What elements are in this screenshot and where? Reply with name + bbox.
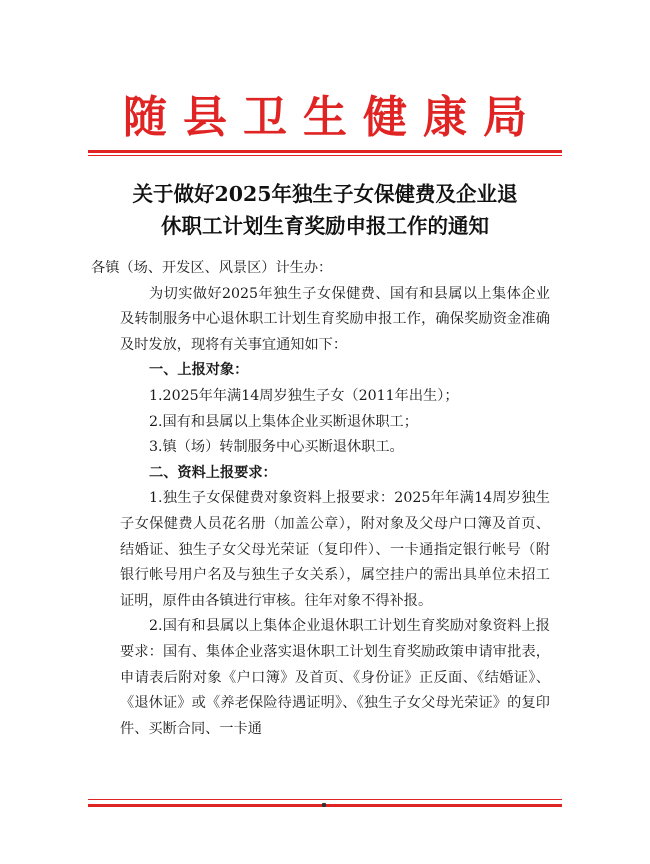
title-line-2: 休职工计划生育奖励申报工作的通知 <box>161 214 489 238</box>
section-1-item-1: 1.2025年年满14周岁独生子女（2011年出生）； <box>149 387 459 404</box>
section-2-paragraph-1: 1.独生子女保健费对象资料上报要求：2025年年满14周岁独生子女保健费人员花名册（加盖公章），附对象及父母户口簿及首页、结婚证、独生子女父母光荣证（复印件）、一卡通指定银行帐号（附银行帐号用户名及与独生子女关系），属空挂户的需出具单位未招工证明，原件由各镇进行审核。往年对象不得补报。 <box>120 490 550 609</box>
intro-paragraph: 为切实做好2025年独生子女保健费、国有和县属以上集体企业及转制服务中心退休职工计划生育奖励申报工作，确保奖励资金准确及时发放，现将有关事宜通知如下： <box>120 285 550 353</box>
section-2-paragraph-2: 2.国有和县属以上集体企业退休职工计划生育奖励对象资料上报要求：国有、集体企业落实退休职工计划生育奖励政策申请审批表，申请表后附对象《户口簿》及首页、《身份证》正反面、《结婚证》、《退休证》或《养老保险待遇证明》、《独生子女父母光荣证》的复印件、买断合同、一卡通 <box>120 618 550 737</box>
section-1-item-3: 3.镇（场）转制服务中心买断退休职工。 <box>149 439 404 456</box>
title-line-1: 关于做好2025年独生子女保健费及企业退 <box>132 182 518 206</box>
footer-rule-thin <box>88 799 562 800</box>
header-rule-thick <box>88 150 562 153</box>
section-1-heading: 一、上报对象： <box>149 362 249 379</box>
agency-header: 随县卫生健康局 <box>123 92 543 143</box>
section-1-item-2: 2.国有和县属以上集体企业买断退休职工； <box>149 413 418 430</box>
header-rule-thin <box>88 155 562 156</box>
notice-title <box>88 178 562 242</box>
page-number-mark <box>322 803 326 807</box>
notice-body <box>91 256 550 742</box>
section-2-heading: 二、资料上报要求： <box>149 464 277 481</box>
salutation: 各镇（场、开发区、风景区）计生办： <box>91 260 333 276</box>
